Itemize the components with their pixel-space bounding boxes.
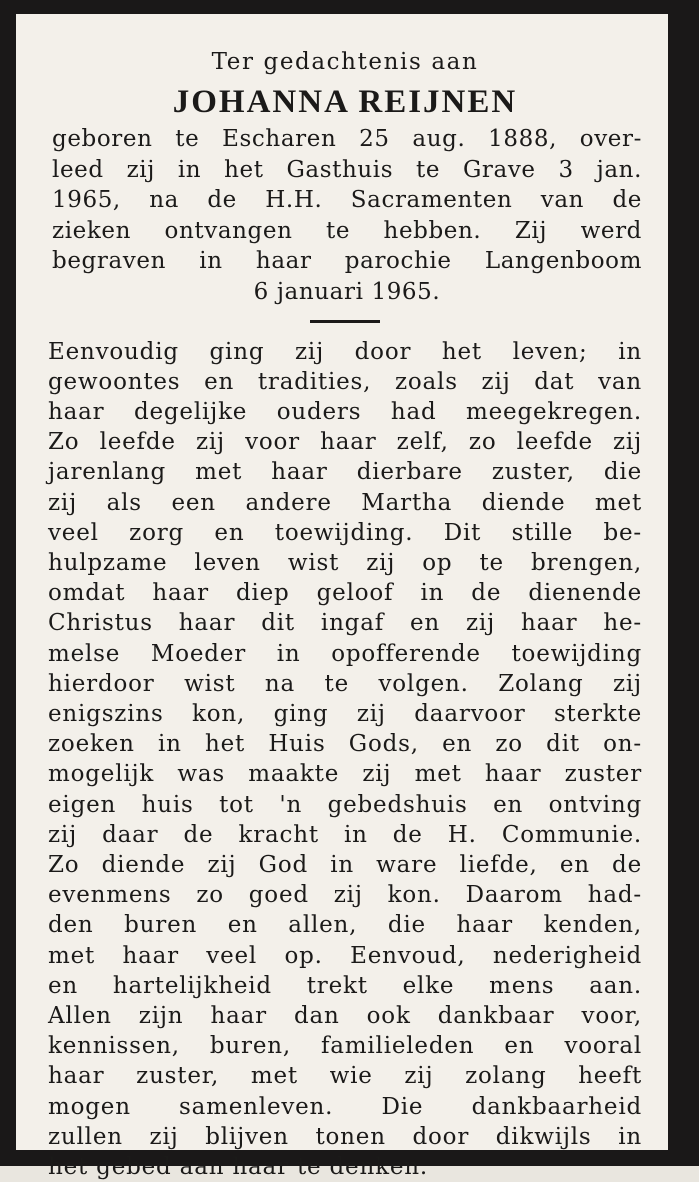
text-line: zoeken in het Huis Gods, en zo dit on- [48,731,642,758]
bio-line: begraven in haar parochie Langenboom [52,248,642,275]
text-line: veel zorg en toewijding. Dit stille be- [48,519,642,546]
text-line: zij als een andere Martha diende met [48,489,642,516]
text-line: den buren en allen, die haar kenden, [48,912,642,939]
memorial-text [48,337,642,1182]
bio-line: leed zij in het Gasthuis te Grave 3 jan. [52,156,642,183]
text-line: het gebed aan haar te denken. [48,1154,428,1181]
text-line: kennissen, buren, familieleden en vooral [48,1033,642,1060]
bio-line: 1965, na de H.H. Sacramenten van de [52,187,642,214]
text-line: mogen samenleven. Die dankbaarheid [48,1093,642,1120]
text-line: haar degelijke ouders had meegekregen. [48,398,642,425]
biography [52,124,642,308]
text-line: gewoontes en tradities, zoals zij dat van [48,368,642,395]
bio-line: zieken ontvangen te hebben. Zij werd [52,217,642,244]
card-paper [16,14,668,1181]
text-line: enigszins kon, ging zij daarvoor sterkte [48,701,642,727]
text-line: Zo diende zij God in ware liefde, en de [48,852,642,879]
text-line: Eenvoudig ging zij door het leven; in [48,338,642,365]
text-line: en hartelijkheid trekt elke mens aan. [48,972,642,999]
text-line: jarenlang met haar dierbare zuster, die [48,459,642,486]
text-line: Zo leefde zij voor haar zelf, zo leefde zij [48,429,642,456]
text-line: zij daar de kracht in de H. Communie. [48,821,642,848]
divider-rule [310,320,380,323]
text-line: melse Moeder in opofferende toewijding [48,640,642,667]
text-line: mogelijk was maakte zij met haar zuster [48,761,642,788]
intro-text: Ter gedachtenis aan [211,49,479,75]
text-line: omdat haar diep geloof in de dienende [48,580,642,607]
text-line: Allen zijn haar dan ook dankbaar voor, [48,1003,642,1030]
text-line: evenmens zo goed zij kon. Daarom had- [48,882,642,909]
text-line: met haar veel op. Eenvoud, nederigheid [48,942,642,969]
text-line: Christus haar dit ingaf en zij haar he- [48,610,642,637]
burial-date: 6 januari 1965. [253,278,441,305]
text-line: zullen zij blijven tonen door dikwijls in [48,1123,642,1150]
text-line: hulpzame leven wist zij op te brengen, [48,549,642,576]
deceased-name: JOHANNA REIJNEN [172,84,518,120]
text-line: eigen huis tot 'n gebedshuis en ontving [48,791,642,818]
text-line: haar zuster, met wie zij zolang heeft [48,1063,642,1090]
text-line: hierdoor wist na te volgen. Zolang zij [48,670,642,697]
bio-line: geboren te Escharen 25 aug. 1888, over- [52,126,642,152]
